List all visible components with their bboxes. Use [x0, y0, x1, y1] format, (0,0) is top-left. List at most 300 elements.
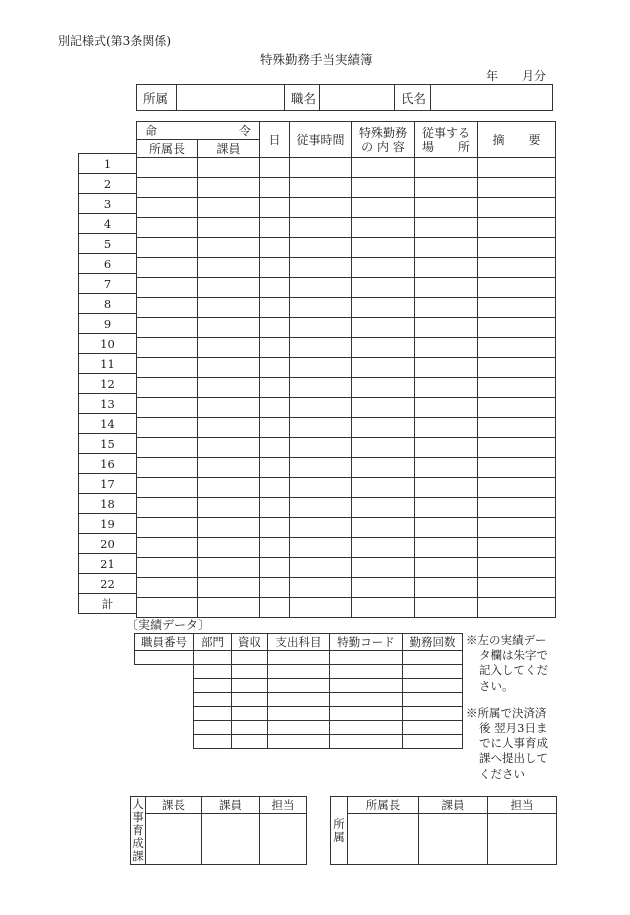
record-cell[interactable]: [352, 218, 415, 238]
hr-chief-header: 課長: [146, 797, 202, 814]
director-header: 所属長: [137, 140, 198, 158]
record-cell[interactable]: [415, 478, 478, 498]
record-cell[interactable]: [290, 578, 352, 598]
dept-char: 人: [132, 797, 144, 811]
record-cell[interactable]: [478, 438, 556, 458]
record-cell[interactable]: [478, 258, 556, 278]
record-cell[interactable]: [137, 598, 198, 618]
record-cell[interactable]: [290, 438, 352, 458]
record-cell[interactable]: [352, 478, 415, 498]
row-number: 16: [79, 454, 137, 474]
performance-cell[interactable]: [135, 721, 194, 735]
record-cell[interactable]: [415, 298, 478, 318]
record-cell[interactable]: [137, 238, 198, 258]
performance-cell[interactable]: [268, 707, 330, 721]
place-header-line2: 場 所: [421, 139, 470, 154]
record-cell[interactable]: [137, 578, 198, 598]
record-cell[interactable]: [352, 458, 415, 478]
note-line: でに人事育成: [479, 736, 548, 751]
row-number: 13: [79, 394, 137, 414]
record-cell[interactable]: [137, 258, 198, 278]
record-grid: [136, 121, 556, 618]
record-cell[interactable]: [290, 338, 352, 358]
dept-char: 属: [333, 829, 345, 844]
record-cell[interactable]: [290, 458, 352, 478]
form-label: 別記様式(第3条関係): [58, 34, 171, 48]
performance-header: 部門: [194, 634, 232, 651]
dept-char: 課: [132, 849, 144, 863]
place-header-line1: 従事する: [421, 125, 470, 140]
document-title: 特殊勤務手当実績簿: [260, 52, 373, 67]
row-number: 17: [79, 474, 137, 494]
record-cell[interactable]: [260, 598, 290, 618]
row-number: 1: [79, 154, 137, 174]
aff-director-stamp[interactable]: [348, 814, 419, 865]
record-cell[interactable]: [352, 298, 415, 318]
record-cell[interactable]: [137, 398, 198, 418]
dept-char: 成: [132, 836, 144, 850]
record-cell[interactable]: [198, 238, 260, 258]
record-cell[interactable]: [352, 338, 415, 358]
record-cell[interactable]: [260, 378, 290, 398]
record-cell[interactable]: [260, 398, 290, 418]
performance-cell[interactable]: [330, 693, 403, 707]
record-cell[interactable]: [137, 378, 198, 398]
order-header: [137, 122, 260, 140]
performance-table: [134, 633, 463, 749]
performance-cell[interactable]: [135, 735, 194, 749]
record-cell[interactable]: [260, 358, 290, 378]
record-cell[interactable]: [137, 458, 198, 478]
performance-cell[interactable]: [330, 665, 403, 679]
remarks-header: 摘 要: [478, 122, 556, 158]
record-cell[interactable]: [415, 398, 478, 418]
record-cell[interactable]: [352, 598, 415, 618]
aff-dept-label: [331, 797, 348, 865]
record-cell[interactable]: [198, 198, 260, 218]
record-cell[interactable]: [198, 298, 260, 318]
record-cell[interactable]: [478, 398, 556, 418]
row-number: 6: [79, 254, 137, 274]
performance-cell[interactable]: [403, 735, 463, 749]
performance-cell[interactable]: [403, 707, 463, 721]
record-cell[interactable]: [198, 358, 260, 378]
record-row: [137, 498, 556, 518]
record-cell[interactable]: [198, 398, 260, 418]
record-cell[interactable]: [415, 198, 478, 218]
record-cell[interactable]: [290, 498, 352, 518]
performance-cell[interactable]: [194, 679, 232, 693]
note-line: ※左の実績デー: [466, 633, 547, 647]
record-cell[interactable]: [352, 498, 415, 518]
performance-cell[interactable]: [403, 693, 463, 707]
record-cell[interactable]: [198, 378, 260, 398]
record-cell[interactable]: [260, 338, 290, 358]
record-cell[interactable]: [137, 538, 198, 558]
record-cell[interactable]: [290, 518, 352, 538]
row-number: 18: [79, 494, 137, 514]
record-cell[interactable]: [352, 378, 415, 398]
record-cell[interactable]: [478, 198, 556, 218]
name-label: 氏名: [395, 85, 431, 111]
record-row: [137, 278, 556, 298]
year-label: 年: [486, 69, 499, 83]
performance-cell[interactable]: [194, 651, 232, 665]
record-cell[interactable]: [260, 438, 290, 458]
record-row: [137, 478, 556, 498]
record-cell[interactable]: [290, 298, 352, 318]
dept-char: 育: [132, 823, 144, 837]
record-cell[interactable]: [290, 178, 352, 198]
hr-dept-label: [131, 797, 146, 865]
performance-cell[interactable]: [330, 721, 403, 735]
record-cell[interactable]: [260, 298, 290, 318]
performance-cell[interactable]: [135, 651, 194, 665]
performance-cell[interactable]: [135, 679, 194, 693]
record-cell[interactable]: [415, 598, 478, 618]
record-cell[interactable]: [478, 558, 556, 578]
record-cell[interactable]: [137, 178, 198, 198]
record-row: [137, 578, 556, 598]
record-cell[interactable]: [198, 218, 260, 238]
record-cell[interactable]: [260, 198, 290, 218]
record-cell[interactable]: [352, 518, 415, 538]
record-row: [137, 378, 556, 398]
hr-chief-stamp[interactable]: [146, 814, 202, 865]
record-cell[interactable]: [478, 298, 556, 318]
record-cell[interactable]: [290, 258, 352, 278]
year-month-field: [486, 67, 546, 84]
record-cell[interactable]: [352, 398, 415, 418]
record-row: [137, 558, 556, 578]
record-cell[interactable]: [198, 538, 260, 558]
record-row: [137, 178, 556, 198]
performance-cell[interactable]: [232, 679, 268, 693]
record-cell[interactable]: [478, 418, 556, 438]
performance-cell[interactable]: [135, 693, 194, 707]
row-number: 20: [79, 534, 137, 554]
row-number: 9: [79, 314, 137, 334]
record-cell[interactable]: [137, 498, 198, 518]
aff-director-header: 所属長: [348, 797, 419, 814]
record-cell[interactable]: [137, 358, 198, 378]
record-cell[interactable]: [260, 318, 290, 338]
row-number-column: [78, 153, 137, 614]
record-cell[interactable]: [415, 538, 478, 558]
record-row: [137, 218, 556, 238]
performance-cell[interactable]: [330, 651, 403, 665]
record-cell[interactable]: [352, 158, 415, 178]
record-cell[interactable]: [198, 278, 260, 298]
record-cell[interactable]: [260, 418, 290, 438]
performance-cell[interactable]: [330, 679, 403, 693]
record-cell[interactable]: [260, 538, 290, 558]
row-number: 21: [79, 554, 137, 574]
record-row: [137, 418, 556, 438]
performance-cell[interactable]: [268, 721, 330, 735]
performance-header: 支出科目: [268, 634, 330, 651]
record-cell[interactable]: [352, 538, 415, 558]
row-number: 3: [79, 194, 137, 214]
record-cell[interactable]: [415, 438, 478, 458]
record-cell[interactable]: [198, 578, 260, 598]
performance-cell[interactable]: [232, 707, 268, 721]
record-cell[interactable]: [260, 218, 290, 238]
performance-cell[interactable]: [194, 665, 232, 679]
record-cell[interactable]: [198, 518, 260, 538]
record-cell[interactable]: [260, 238, 290, 258]
record-cell[interactable]: [198, 478, 260, 498]
record-cell[interactable]: [198, 338, 260, 358]
affiliation-label: 所属: [137, 85, 177, 111]
record-cell[interactable]: [478, 178, 556, 198]
note-line: ※所属で決済済: [466, 705, 547, 720]
record-cell[interactable]: [290, 278, 352, 298]
record-row: [137, 238, 556, 258]
record-cell[interactable]: [290, 598, 352, 618]
record-cell[interactable]: [478, 278, 556, 298]
record-cell[interactable]: [415, 178, 478, 198]
record-cell[interactable]: [290, 218, 352, 238]
record-cell[interactable]: [260, 258, 290, 278]
record-cell[interactable]: [260, 578, 290, 598]
note-line: タ欄は朱字で: [479, 648, 548, 663]
record-cell[interactable]: [137, 438, 198, 458]
record-cell[interactable]: [290, 378, 352, 398]
record-cell[interactable]: [415, 458, 478, 478]
performance-cell[interactable]: [135, 707, 194, 721]
note-submission: [466, 706, 548, 782]
content-header-line1: 特殊勤務: [358, 125, 407, 140]
record-cell[interactable]: [198, 458, 260, 478]
record-cell[interactable]: [478, 578, 556, 598]
content-header-line2: の 内 容: [361, 139, 405, 154]
performance-cell[interactable]: [135, 665, 194, 679]
record-cell[interactable]: [290, 158, 352, 178]
hr-charge-header: 担当: [260, 797, 307, 814]
record-row: [137, 198, 556, 218]
record-cell[interactable]: [415, 218, 478, 238]
row-number: 19: [79, 514, 137, 534]
performance-cell[interactable]: [194, 735, 232, 749]
row-number: 10: [79, 334, 137, 354]
performance-cell[interactable]: [194, 707, 232, 721]
aff-charge-stamp[interactable]: [488, 814, 557, 865]
record-cell[interactable]: [478, 318, 556, 338]
position-label: 職名: [285, 85, 320, 111]
performance-cell[interactable]: [268, 651, 330, 665]
hr-staff-stamp[interactable]: [202, 814, 260, 865]
record-row: [137, 338, 556, 358]
performance-cell[interactable]: [403, 679, 463, 693]
record-row: [137, 398, 556, 418]
hr-staff-header: 課員: [202, 797, 260, 814]
record-cell[interactable]: [415, 498, 478, 518]
aff-staff-stamp[interactable]: [419, 814, 488, 865]
record-cell[interactable]: [198, 598, 260, 618]
record-cell[interactable]: [352, 178, 415, 198]
performance-cell[interactable]: [268, 693, 330, 707]
performance-cell[interactable]: [232, 651, 268, 665]
record-cell[interactable]: [137, 478, 198, 498]
record-cell[interactable]: [137, 218, 198, 238]
record-cell[interactable]: [290, 558, 352, 578]
note-line: ください: [479, 766, 525, 781]
performance-cell[interactable]: [330, 707, 403, 721]
record-cell[interactable]: [137, 198, 198, 218]
order-left-label: 命: [145, 124, 158, 138]
affiliation-field[interactable]: [177, 85, 285, 111]
record-cell[interactable]: [290, 478, 352, 498]
performance-cell[interactable]: [232, 735, 268, 749]
record-cell[interactable]: [478, 458, 556, 478]
record-cell[interactable]: [478, 218, 556, 238]
record-row: [137, 538, 556, 558]
record-cell[interactable]: [290, 358, 352, 378]
record-cell[interactable]: [478, 518, 556, 538]
record-cell[interactable]: [352, 418, 415, 438]
record-cell[interactable]: [260, 478, 290, 498]
record-cell[interactable]: [415, 578, 478, 598]
record-row: [137, 318, 556, 338]
record-cell[interactable]: [415, 418, 478, 438]
record-cell[interactable]: [478, 238, 556, 258]
hr-stamp-table: [130, 796, 307, 865]
record-cell[interactable]: [290, 538, 352, 558]
record-cell[interactable]: [478, 498, 556, 518]
record-cell[interactable]: [290, 318, 352, 338]
record-cell[interactable]: [260, 518, 290, 538]
record-cell[interactable]: [260, 558, 290, 578]
performance-header: 資収: [232, 634, 268, 651]
performance-cell[interactable]: [403, 721, 463, 735]
record-row: [137, 598, 556, 618]
performance-cell[interactable]: [268, 735, 330, 749]
aff-charge-header: 担当: [488, 797, 557, 814]
record-cell[interactable]: [198, 558, 260, 578]
hr-charge-stamp[interactable]: [260, 814, 307, 865]
record-row: [137, 438, 556, 458]
performance-header: 特勤コード: [330, 634, 403, 651]
performance-cell[interactable]: [232, 665, 268, 679]
performance-cell[interactable]: [268, 665, 330, 679]
record-cell[interactable]: [260, 498, 290, 518]
record-cell[interactable]: [137, 278, 198, 298]
record-cell[interactable]: [478, 158, 556, 178]
note-line: 課へ提出して: [479, 751, 548, 766]
record-cell[interactable]: [478, 598, 556, 618]
record-cell[interactable]: [352, 318, 415, 338]
record-cell[interactable]: [290, 238, 352, 258]
record-cell[interactable]: [415, 518, 478, 538]
row-number: 15: [79, 434, 137, 454]
row-number: 11: [79, 354, 137, 374]
record-cell[interactable]: [415, 258, 478, 278]
record-cell[interactable]: [198, 418, 260, 438]
order-right-label: 令: [238, 124, 251, 138]
row-number: 12: [79, 374, 137, 394]
name-field[interactable]: [431, 85, 553, 111]
record-cell[interactable]: [290, 418, 352, 438]
record-cell[interactable]: [198, 438, 260, 458]
info-table: [136, 84, 553, 111]
record-cell[interactable]: [415, 318, 478, 338]
record-cell[interactable]: [352, 438, 415, 458]
record-cell[interactable]: [198, 498, 260, 518]
record-cell[interactable]: [352, 198, 415, 218]
performance-cell[interactable]: [403, 651, 463, 665]
position-field[interactable]: [320, 85, 395, 111]
record-cell[interactable]: [260, 278, 290, 298]
record-row: [137, 358, 556, 378]
record-cell[interactable]: [198, 178, 260, 198]
record-cell[interactable]: [290, 198, 352, 218]
record-cell[interactable]: [478, 538, 556, 558]
record-cell[interactable]: [352, 278, 415, 298]
performance-cell[interactable]: [268, 679, 330, 693]
record-cell[interactable]: [415, 238, 478, 258]
record-cell[interactable]: [352, 578, 415, 598]
record-cell[interactable]: [352, 558, 415, 578]
row-number: 2: [79, 174, 137, 194]
record-cell[interactable]: [415, 358, 478, 378]
content-header: [352, 122, 415, 158]
performance-label: 〔実績データ〕: [126, 618, 211, 632]
performance-cell[interactable]: [232, 693, 268, 707]
record-cell[interactable]: [137, 298, 198, 318]
record-cell[interactable]: [478, 378, 556, 398]
record-cell[interactable]: [137, 318, 198, 338]
performance-cell[interactable]: [403, 665, 463, 679]
record-cell[interactable]: [478, 358, 556, 378]
record-cell[interactable]: [137, 418, 198, 438]
performance-cell[interactable]: [194, 721, 232, 735]
record-cell[interactable]: [198, 318, 260, 338]
record-row: [137, 258, 556, 278]
record-cell[interactable]: [198, 258, 260, 278]
record-cell[interactable]: [415, 158, 478, 178]
record-cell[interactable]: [260, 458, 290, 478]
note-red-ink: [466, 633, 548, 694]
performance-cell[interactable]: [232, 721, 268, 735]
work-time-header: 従事時間: [290, 122, 352, 158]
record-cell[interactable]: [352, 238, 415, 258]
record-cell[interactable]: [352, 358, 415, 378]
record-cell[interactable]: [137, 518, 198, 538]
record-cell[interactable]: [415, 558, 478, 578]
performance-cell[interactable]: [330, 735, 403, 749]
record-cell[interactable]: [137, 158, 198, 178]
record-cell[interactable]: [290, 398, 352, 418]
record-cell[interactable]: [260, 178, 290, 198]
staff-header: 課員: [198, 140, 260, 158]
aff-staff-header: 課員: [419, 797, 488, 814]
record-cell[interactable]: [137, 558, 198, 578]
record-cell[interactable]: [478, 478, 556, 498]
record-cell[interactable]: [415, 278, 478, 298]
aff-stamp-table: [330, 796, 557, 865]
record-cell[interactable]: [352, 258, 415, 278]
record-cell[interactable]: [198, 158, 260, 178]
record-cell[interactable]: [137, 338, 198, 358]
record-cell[interactable]: [478, 338, 556, 358]
record-cell[interactable]: [260, 158, 290, 178]
record-cell[interactable]: [415, 378, 478, 398]
record-cell[interactable]: [415, 338, 478, 358]
performance-header: 勤務回数: [403, 634, 463, 651]
row-number: 22: [79, 574, 137, 594]
performance-cell[interactable]: [194, 693, 232, 707]
